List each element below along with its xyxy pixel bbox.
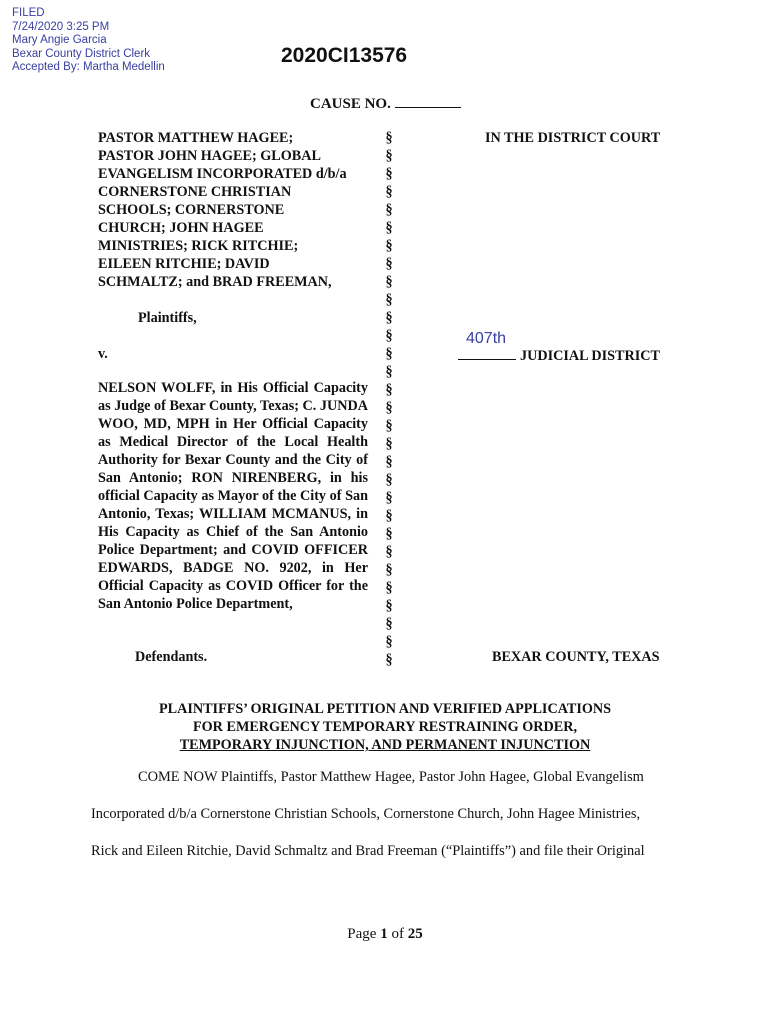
section-symbol: §: [385, 346, 393, 362]
filing-stamp: [12, 7, 165, 75]
district-label: JUDICIAL DISTRICT: [520, 348, 660, 364]
stamp-line-filed: FILED: [12, 7, 45, 19]
plaintiffs-line: CHURCH; JOHN HAGEE: [98, 220, 264, 236]
plaintiffs-line: SCHMALTZ; and BRAD FREEMAN,: [98, 274, 332, 290]
plaintiffs-line: SCHOOLS; CORNERSTONE: [98, 202, 285, 218]
section-symbol: §: [385, 580, 393, 596]
document-title-line-2: FOR EMERGENCY TEMPORARY RESTRAINING ORDER,: [192, 719, 578, 735]
plaintiffs-line: EVANGELISM INCORPORATED d/b/a: [98, 166, 347, 182]
section-symbol: §: [385, 292, 393, 308]
versus-label: v.: [98, 346, 108, 362]
body-paragraph-line-1: COME NOW Plaintiffs, Pastor Matthew Hagee, Pastor John Hagee, Global Evangelism: [138, 769, 644, 785]
judicial-district-line: [458, 330, 660, 365]
stamp-line-clerk-name: Mary Angie Garcia: [12, 34, 107, 47]
section-symbol: §: [385, 418, 393, 434]
section-symbol: §: [385, 508, 393, 524]
section-symbol: §: [385, 184, 393, 200]
county-name: BEXAR COUNTY, TEXAS: [492, 649, 660, 665]
section-symbol: §: [385, 310, 393, 326]
plaintiffs-line: CORNERSTONE CHRISTIAN: [98, 184, 292, 200]
section-symbol: §: [385, 526, 393, 542]
section-symbol: §: [385, 256, 393, 272]
plaintiffs-line: EILEEN RITCHIE; DAVID: [98, 256, 270, 272]
plaintiffs-label: Plaintiffs,: [138, 310, 197, 326]
section-symbol: §: [385, 400, 393, 416]
section-symbol: §: [385, 562, 393, 578]
section-symbol: §: [385, 382, 393, 398]
section-symbol: §: [385, 364, 393, 380]
court-name: IN THE DISTRICT COURT: [485, 130, 661, 146]
section-symbol: §: [385, 634, 393, 650]
section-symbol: §: [385, 274, 393, 290]
section-symbol: §: [385, 220, 393, 236]
body-paragraph-line-2: Incorporated d/b/a Cornerstone Christian Schools, Cornerstone Church, John Hagee Ministries,: [91, 806, 641, 822]
plaintiffs-line: PASTOR JOHN HAGEE; GLOBAL: [98, 148, 321, 164]
section-symbol: §: [385, 472, 393, 488]
body-paragraph-line-3: Rick and Eileen Ritchie, David Schmaltz and Brad Freeman (“Plaintiffs”) and file their Original: [91, 843, 645, 859]
of-word: of: [391, 926, 404, 942]
defendants-label: Defendants.: [135, 649, 208, 665]
stamp-line-accepted-by: Accepted By: Martha Medellin: [12, 61, 165, 74]
section-symbol: §: [385, 328, 393, 344]
page-word: Page: [347, 926, 377, 942]
stamp-line-datetime: 7/24/2020 3:25 PM: [12, 20, 110, 33]
section-symbol: §: [385, 544, 393, 560]
section-symbol: §: [385, 454, 393, 470]
section-symbol-column: [382, 129, 396, 669]
cause-label: CAUSE NO.: [310, 96, 391, 112]
page-footer: [0, 926, 770, 943]
case-number: 2020CI13576: [281, 44, 408, 67]
defendants-names: NELSON WOLFF, in His Official Capacity as Judge of Bexar County, Texas; C. JUNDA WOO, MD, MPH in Her Official Capacity as Medical Director of the Local Health Authority for Bexar County and the City of San Antonio; RON NIRENBERG, in his official Capacity as Mayor of the City of San Antonio, Texas; WILLIAM MCMANUS, in His Capacity as Chief of the San Antonio Police Department; and COVID OFFICER EDWARDS, BADGE NO. 9202, in Her Official Capacity as COVID Officer for the San Antonio Police Department,: [98, 380, 368, 612]
total-pages: 25: [407, 926, 423, 942]
district-number-blank: [458, 330, 516, 360]
document-title: [100, 700, 670, 754]
section-symbol: §: [385, 202, 393, 218]
plaintiffs-line: MINISTRIES; RICK RITCHIE;: [98, 238, 299, 254]
district-number: 407th: [466, 330, 507, 347]
section-symbol: §: [385, 166, 393, 182]
page-number: 1: [380, 926, 388, 942]
cause-number-blank: [395, 94, 461, 108]
plaintiffs-names: [98, 129, 370, 291]
section-symbol: §: [385, 616, 393, 632]
section-symbol: §: [385, 652, 393, 668]
section-symbol: §: [385, 238, 393, 254]
section-symbol: §: [385, 598, 393, 614]
section-symbol: §: [385, 148, 393, 164]
section-symbol: §: [385, 490, 393, 506]
section-symbol: §: [385, 436, 393, 452]
document-title-line-1: PLAINTIFFS’ ORIGINAL PETITION AND VERIFIED APPLICATIONS: [158, 701, 612, 717]
section-symbol: §: [385, 130, 393, 146]
document-title-line-3: TEMPORARY INJUNCTION, AND PERMANENT INJUNCTION: [179, 737, 591, 753]
stamp-line-clerk-office: Bexar County District Clerk: [12, 47, 151, 60]
plaintiffs-line: PASTOR MATTHEW HAGEE;: [98, 130, 294, 146]
cause-number-line: [310, 94, 461, 113]
